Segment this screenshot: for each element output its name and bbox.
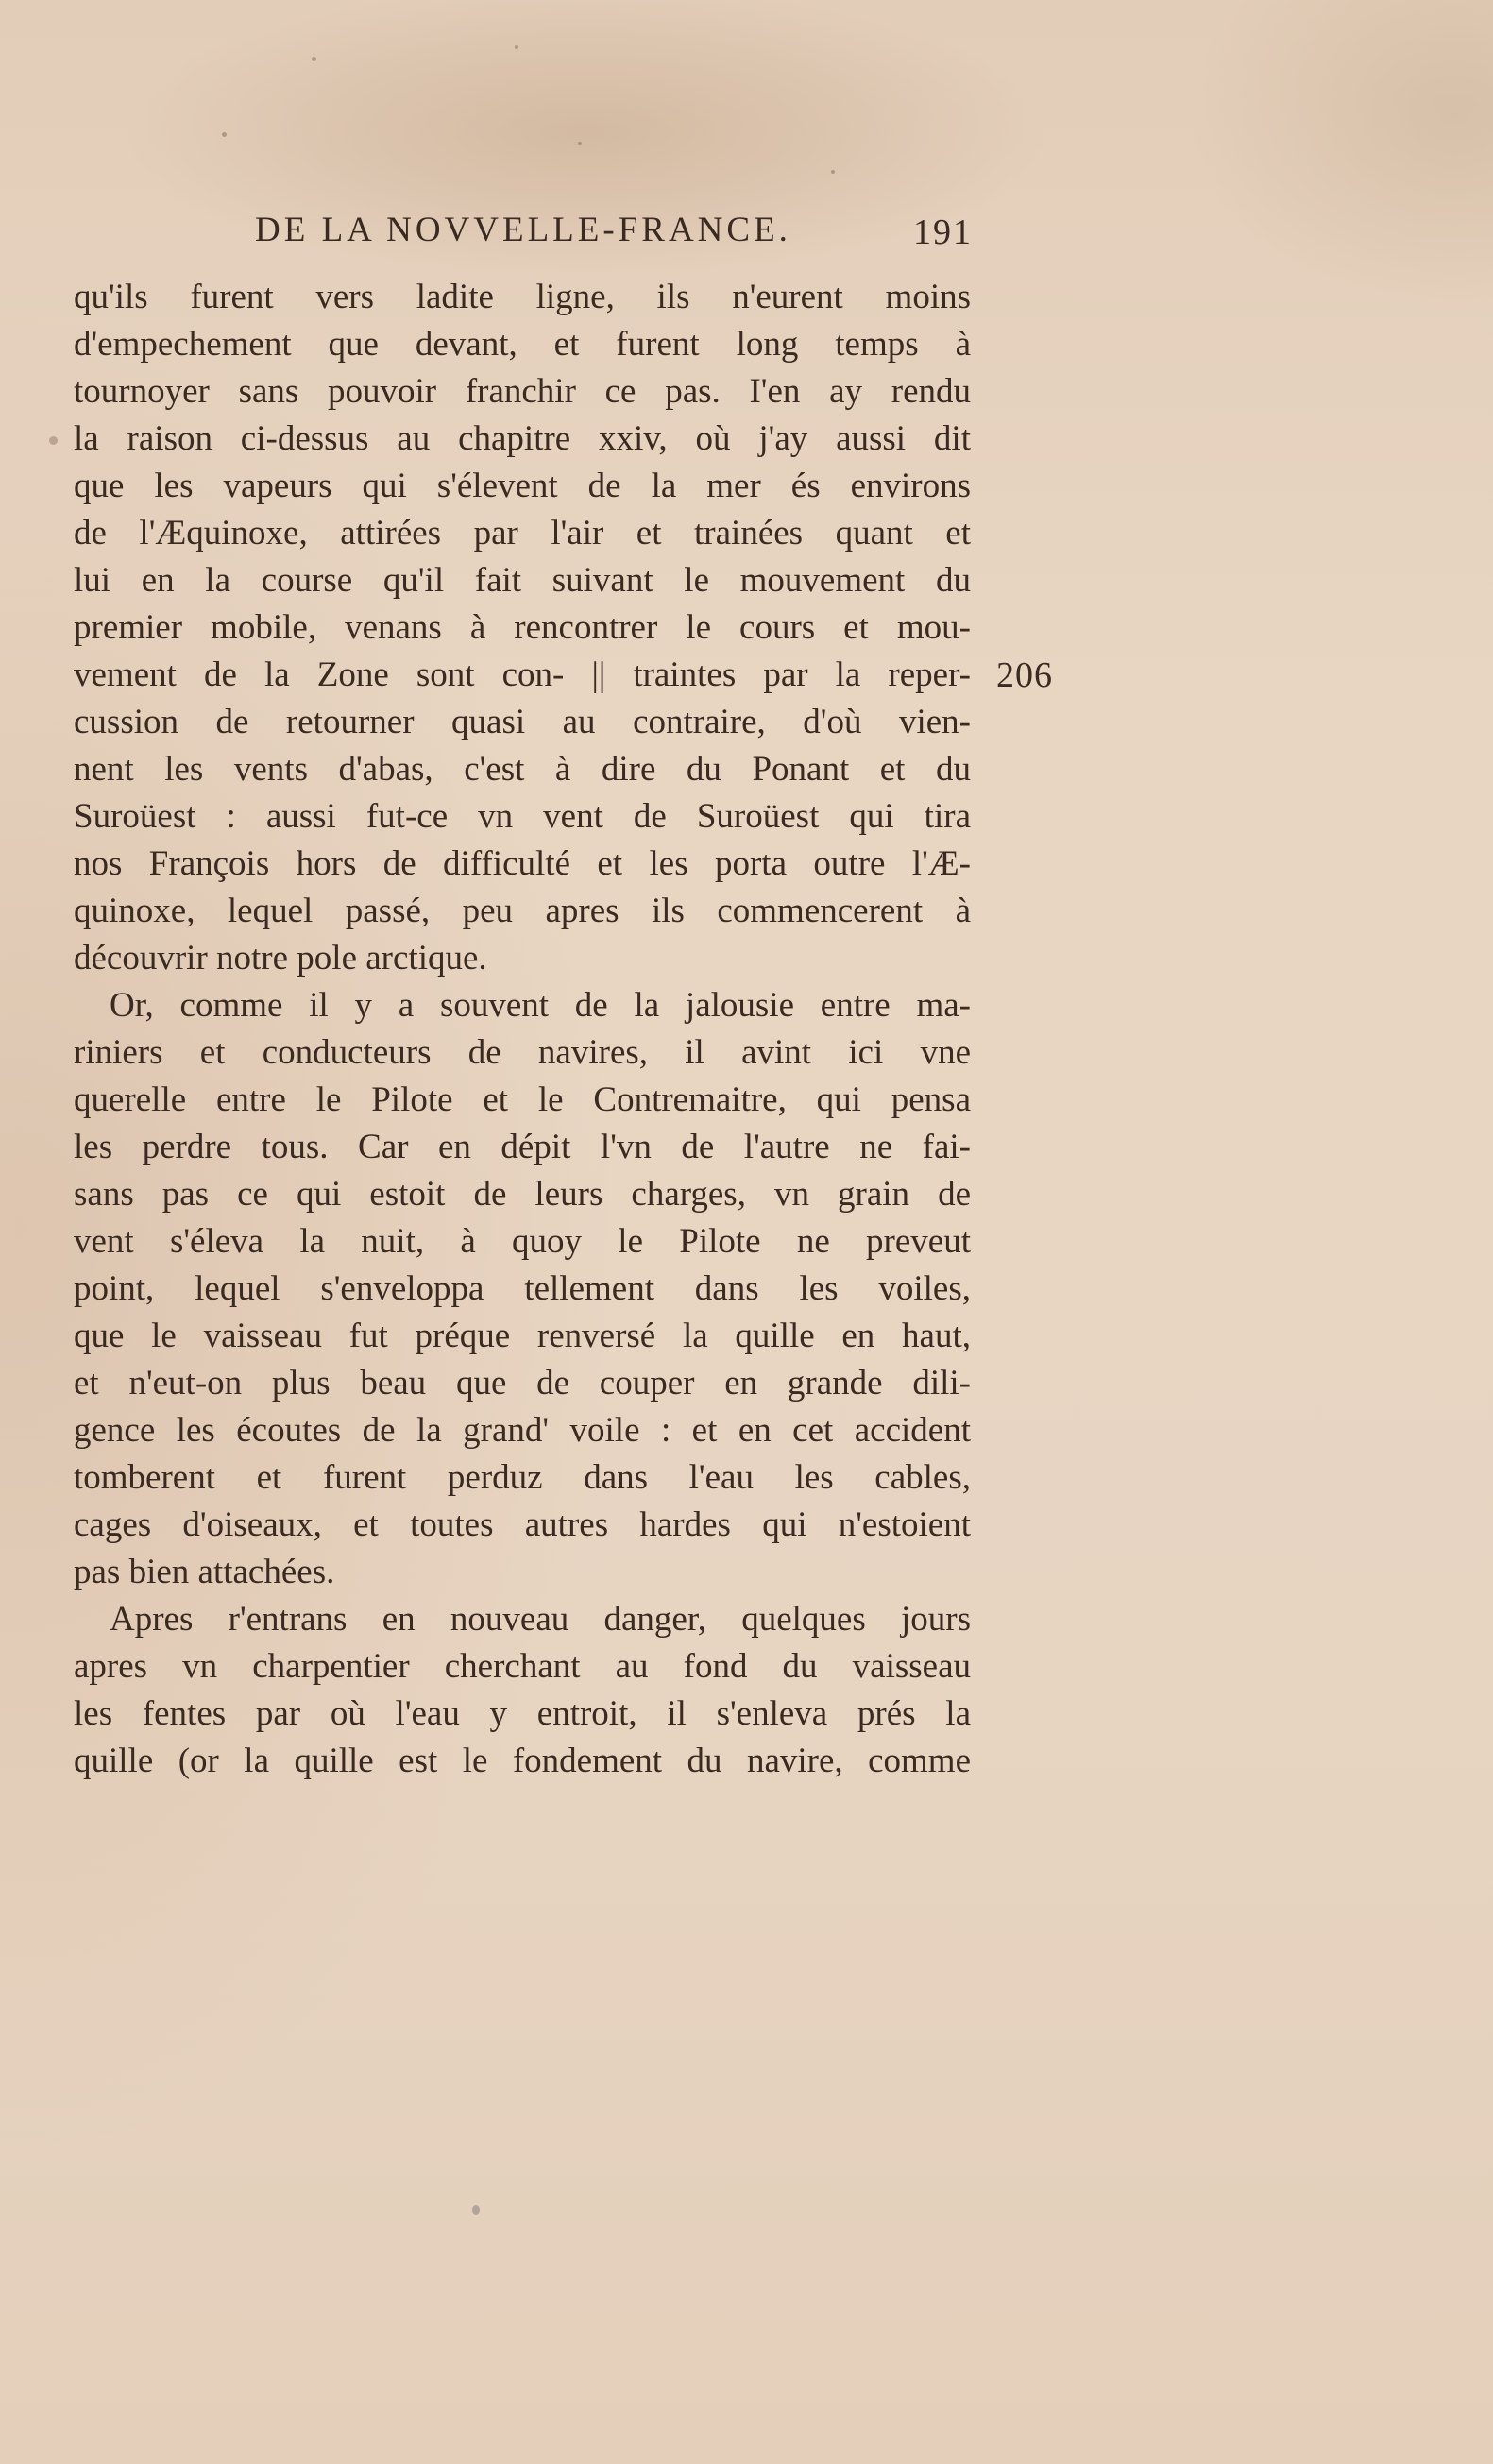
text-line: tournoyer sans pouvoir franchir ce pas. I'en ay rendu <box>74 372 971 411</box>
text-line: découvrir notre pole arctique. <box>74 939 487 977</box>
text-line: et n'eut-on plus beau que de couper en grande dili- <box>74 1364 971 1402</box>
text-line: Suroüest : aussi fut-ce vn vent de Suroüest qui tira <box>74 797 971 836</box>
text-line: quinoxe, lequel passé, peu apres ils commencerent à <box>74 892 971 930</box>
text-line: la raison ci-dessus au chapitre xxiv, où j'ay aussi dit <box>74 419 971 458</box>
paper-speck <box>312 57 316 61</box>
text-line: de l'Æquinoxe, attirées par l'air et trainées quant et <box>74 514 971 552</box>
text-line: nent les vents d'abas, c'est à dire du Ponant et du <box>74 750 971 789</box>
text-line: sans pas ce qui estoit de leurs charges, vn grain de <box>74 1175 971 1214</box>
text-line: d'empechement que devant, et furent long temps à <box>74 325 971 364</box>
text-line: quille (or la quille est le fondement du navire, comme <box>74 1742 971 1780</box>
paper-speck <box>49 436 58 445</box>
body-text <box>74 274 971 1785</box>
text-line: gence les écoutes de la grand' voile : et en cet accident <box>74 1411 971 1450</box>
text-line: nos François hors de difficulté et les porta outre l'Æ- <box>74 844 971 883</box>
paper-speck <box>515 45 518 49</box>
text-line: vement de la Zone sont con- || traintes par la reper- <box>74 655 971 694</box>
text-line: cages d'oiseaux, et toutes autres hardes qui n'estoient <box>74 1505 971 1544</box>
text-line: Or, comme il y a souvent de la jalousie entre ma- <box>110 986 971 1025</box>
text-line: qu'ils furent vers ladite ligne, ils n'eurent moins <box>74 278 971 316</box>
text-line: vent s'éleva la nuit, à quoy le Pilote ne preveut <box>74 1222 971 1261</box>
text-line: lui en la course qu'il fait suivant le mouvement du <box>74 561 971 600</box>
paper-speck <box>831 170 835 174</box>
paper-speck <box>472 2205 480 2215</box>
running-head: DE LA NOVVELLE-FRANCE. <box>255 211 791 249</box>
page-number: 191 <box>913 212 973 252</box>
margin-page-reference: 206 <box>996 655 1053 695</box>
text-line: Apres r'entrans en nouveau danger, quelques jours <box>110 1600 971 1639</box>
paper-speck <box>222 132 227 137</box>
paper-speck <box>578 142 582 145</box>
text-line: premier mobile, venans à rencontrer le cours et mou- <box>74 608 971 647</box>
text-line: que les vapeurs qui s'élevent de la mer és environs <box>74 467 971 505</box>
text-line: tomberent et furent perduz dans l'eau les cables, <box>74 1458 971 1497</box>
text-line: que le vaisseau fut préque renversé la quille en haut, <box>74 1317 971 1355</box>
text-line: point, lequel s'enveloppa tellement dans les voiles, <box>74 1269 971 1308</box>
text-line: pas bien attachées. <box>74 1553 335 1591</box>
text-line: riniers et conducteurs de navires, il avint ici vne <box>74 1033 971 1072</box>
text-line: les perdre tous. Car en dépit l'vn de l'autre ne fai- <box>74 1128 971 1166</box>
text-line: querelle entre le Pilote et le Contremaitre, qui pensa <box>74 1080 971 1119</box>
text-line: cussion de retourner quasi au contraire, d'où vien- <box>74 703 971 741</box>
text-line: apres vn charpentier cherchant au fond du vaisseau <box>74 1647 971 1686</box>
page-header <box>255 210 973 266</box>
text-line: les fentes par où l'eau y entroit, il s'enleva prés la <box>74 1694 971 1733</box>
